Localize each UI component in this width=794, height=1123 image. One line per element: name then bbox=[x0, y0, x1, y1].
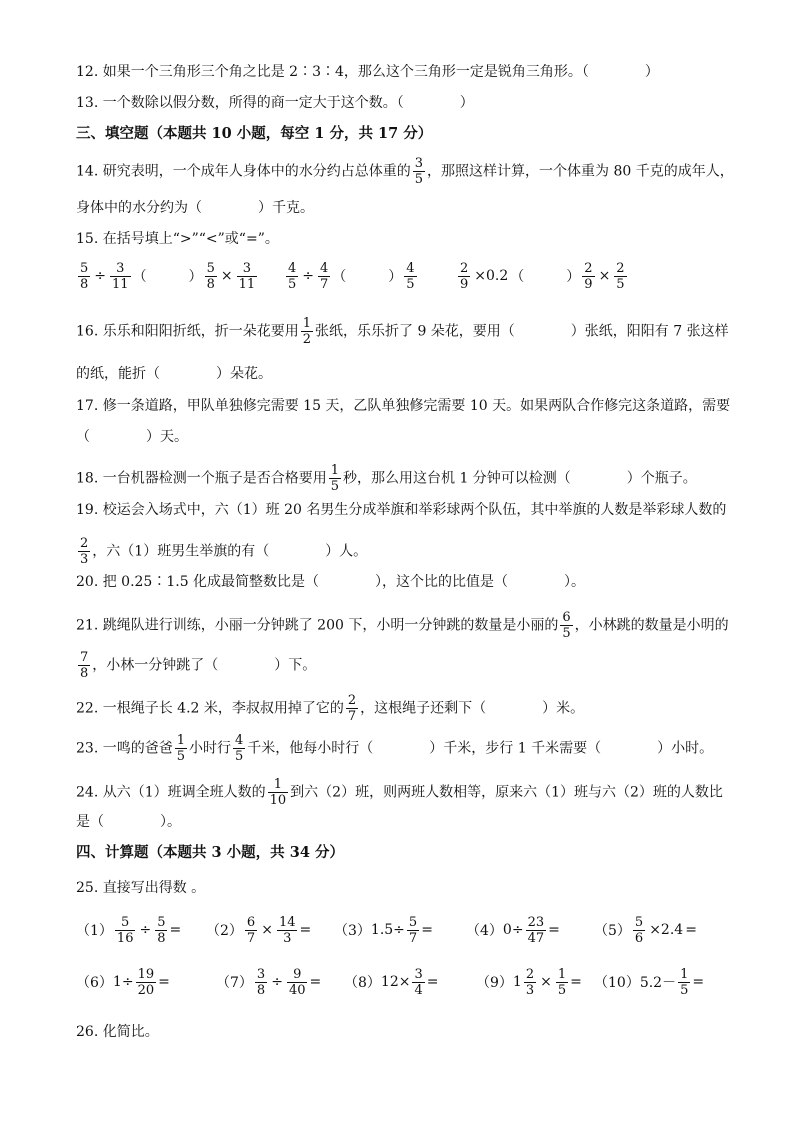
question-19-line-1: 19. 校运会入场式中，六（1）班 20 名男生分成举旗和举彩球两个队伍，其中举旗的人数是举彩球人数的 bbox=[76, 502, 727, 518]
calc-row-2 bbox=[76, 962, 716, 1002]
question-18: 18. 一台机器检测一个瓶子是否合格要用 $\frac{1}{5}$ 秒，那么用这台机 1 分钟可以检测（ ）个瓶子。 bbox=[76, 463, 697, 494]
question-20: 20. 把 0.25∶1.5 化成最简整数比是（ ），这个比的比值是（ ）。 bbox=[76, 574, 586, 590]
q23-fraction-1: $\frac{1}{5}$ bbox=[176, 733, 185, 764]
question-17-line-1: 17. 修一条道路，甲队单独修完需要 15 天，乙队单独修完需要 10 天。如果两队合作修完这条道路，需要 bbox=[76, 398, 731, 414]
question-23: 23. 一鸣的爸爸 $\frac{1}{5}$ 小时行 $\frac{4}{5}$ 千米，他每小时行（ ）千米，步行 1 千米需要（ ）小时。 bbox=[76, 733, 714, 764]
calc-item-7: （7） $\frac{3}{8}$ ÷ $\frac{9}{40}$ = bbox=[216, 966, 322, 998]
q15-comparisons bbox=[76, 256, 716, 296]
q14-text-a: 14. 研究表明，一个成年人身体中的水分约占总体重的 bbox=[76, 163, 411, 180]
section-3-heading: 三、填空题（本题共 10 小题，每空 1 分，共 17 分） bbox=[76, 125, 433, 142]
question-12: 12. 如果一个三角形三个角之比是 2∶3∶4，那么这个三角形一定是锐角三角形。（ ） bbox=[76, 64, 659, 80]
question-26: 26. 化简比。 bbox=[76, 1024, 159, 1040]
calc-item-2: （2） $\frac{6}{7}$ × $\frac{14}{3}$ = bbox=[206, 914, 312, 946]
calc-item-6: （6） 1÷ $\frac{19}{20}$ = bbox=[76, 966, 170, 998]
calc-item-1: （1） $\frac{5}{16}$ ÷ $\frac{5}{8}$ = bbox=[76, 914, 182, 946]
question-16-line-2: 的纸，能折（ ）朵花。 bbox=[76, 366, 272, 382]
question-22: 22. 一根绳子长 4.2 米，李叔叔用掉了它的 $\frac{2}{7}$ ，这根绳子还剩下（ ）米。 bbox=[76, 693, 585, 724]
question-15: 15. 在括号填上“>”“<”或“=”。 bbox=[76, 231, 279, 247]
calc-item-10: （10） 5.2－ $\frac{1}{5}$ = bbox=[594, 966, 705, 998]
question-24-line-2: 是（ ）。 bbox=[76, 814, 181, 830]
calc-item-4: （4） 0÷ $\frac{23}{47}$ = bbox=[466, 914, 560, 946]
calc-item-3: （3） 1.5÷ $\frac{5}{7}$ = bbox=[334, 914, 433, 946]
question-17-line-2: （ ）天。 bbox=[76, 429, 188, 445]
q22-fraction: $\frac{2}{7}$ bbox=[347, 693, 357, 724]
q15-item-3: $\frac{2}{9}$ ×0.2 （ ） $\frac{2}{9}$ × $\frac{2}{5}$ bbox=[460, 260, 625, 292]
q15-answer-blank-3[interactable]: （ ） bbox=[510, 269, 581, 285]
q15-item-1: $\frac{5}{8}$ ÷ $\frac{3}{11}$ （ ） $\frac{5}{8}$ × $\frac{3}{11}$ bbox=[80, 260, 256, 292]
q15-answer-blank-1[interactable]: （ ） bbox=[132, 269, 203, 285]
q14-fraction: $\frac{3}{5}$ bbox=[414, 156, 423, 187]
question-21-line-2: $\frac{7}{8}$ ，小林一分钟跳了（ ）下。 bbox=[80, 650, 317, 681]
q18-fraction: $\frac{1}{5}$ bbox=[330, 463, 339, 494]
q21-fraction-2: $\frac{7}{8}$ bbox=[80, 650, 89, 681]
question-25: 25. 直接写出得数 。 bbox=[76, 880, 206, 896]
section-4-heading: 四、计算题（本题共 3 小题，共 34 分） bbox=[76, 844, 344, 861]
question-14-line-2: 身体中的水分约为（ ）千克。 bbox=[76, 200, 314, 216]
q24-fraction: $\frac{1}{10}$ bbox=[269, 777, 287, 808]
question-19-line-2: $\frac{2}{3}$ ，六（1）班男生举旗的有（ ）人。 bbox=[80, 536, 368, 567]
q16-fraction: $\frac{1}{2}$ bbox=[302, 316, 311, 347]
q23-fraction-2: $\frac{4}{5}$ bbox=[235, 733, 244, 764]
q15-answer-blank-2[interactable]: （ ） bbox=[332, 269, 403, 285]
q14-text-b: ，那照这样计算，一个体重为 80 千克的成年人， bbox=[427, 163, 734, 180]
question-13: 13. 一个数除以假分数，所得的商一定大于这个数。（ ） bbox=[76, 95, 474, 111]
question-21-line-1: 21. 跳绳队进行训练，小丽一分钟跳了 200 下，小明一分钟跳的数量是小丽的 $\frac{6}{5}$ ，小林跳的数量是小明的 bbox=[76, 610, 729, 641]
question-16-line-1: 16. 乐乐和阳阳折纸，折一朵花要用 $\frac{1}{2}$ 张纸，乐乐折了 9 朵花，要用（ ）张纸，阳阳有 7 张这样 bbox=[76, 316, 729, 347]
calc-item-8: （8） 12× $\frac{3}{4}$ = bbox=[344, 966, 439, 998]
calc-row-1 bbox=[76, 910, 716, 950]
q19-fraction: $\frac{2}{3}$ bbox=[80, 536, 89, 567]
question-24-line-1: 24. 从六（1）班调全班人数的 $\frac{1}{10}$ 到六（2）班，则两班人数相等，原来六（1）班与六（2）班的人数比 bbox=[76, 777, 723, 808]
question-14-line-1 bbox=[76, 156, 734, 187]
calc-item-5: （5） $\frac{5}{6}$ ×2.4 = bbox=[594, 914, 697, 946]
q21-fraction-1: $\frac{6}{5}$ bbox=[562, 610, 571, 641]
q15-item-2: $\frac{4}{5}$ ÷ $\frac{4}{7}$ （ ） $\frac{4}{5}$ bbox=[288, 260, 415, 292]
calc-item-9: （9） 1 $\frac{2}{3}$ × $\frac{1}{5}$ = bbox=[476, 966, 582, 998]
